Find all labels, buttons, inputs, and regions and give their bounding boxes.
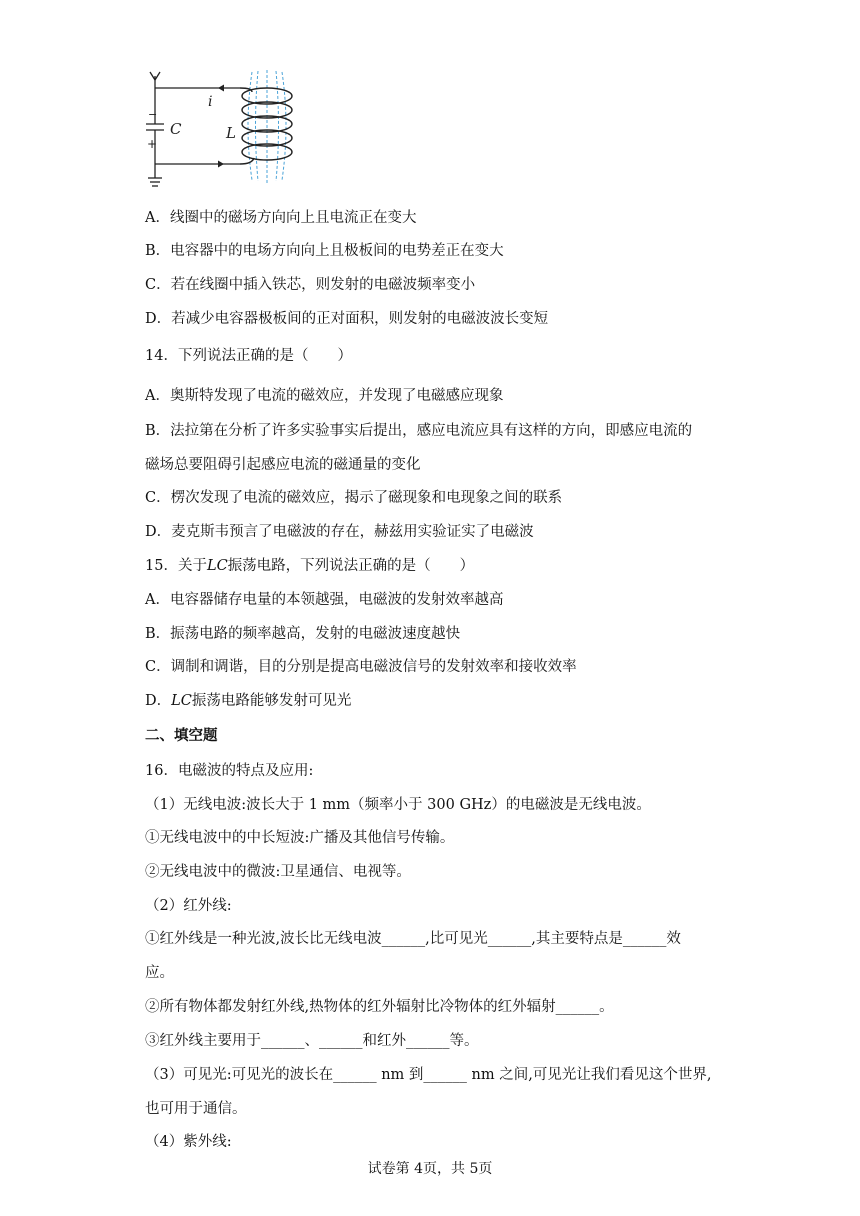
q16-part3-line1: （3）可见光:可见光的波长在______ nm 到______ nm 之间,可见光让我们看见这个世界, — [145, 1067, 712, 1083]
q15-option-a: A．电容器储存电量的本领越强，电磁波的发射效率越高 — [145, 592, 504, 608]
page-footer: 试卷第 4页，共 5页 — [367, 1161, 493, 1177]
q15-stem-lc: LC — [206, 558, 228, 574]
q14-option-d: D．麦克斯韦预言了电磁波的存在，赫兹用实验证实了电磁波 — [145, 524, 534, 540]
q16-stem: 16．电磁波的特点及应用: — [145, 763, 314, 779]
q15-stem — [145, 556, 474, 576]
q15-option-d-lc: LC — [171, 693, 192, 709]
q13-option-b: B．电容器中的电场方向向上且极板间的电势差正在变大 — [145, 243, 504, 259]
q15-option-d — [145, 691, 351, 711]
q13-option-d: D．若减少电容器极板间的正对面积，则发射的电磁波波长变短 — [145, 311, 549, 327]
q13-option-a: A．线圈中的磁场方向向上且电流正在变大 — [145, 210, 417, 226]
q16-part2-item1-line1: ①红外线是一种光波,波长比无线电波______,比可见光______,其主要特点是______效 — [145, 931, 681, 947]
q14-option-a: A．奥斯特发现了电流的磁效应，并发现了电磁感应现象 — [145, 388, 504, 404]
q14-option-b-line2: 磁场总要阻碍引起感应电流的磁通量的变化 — [145, 457, 421, 473]
capacitor-plus-sign: + — [147, 137, 158, 151]
antenna-icon — [150, 72, 160, 88]
q15-stem-suffix: 振荡电路，下列说法正确的是（ ） — [227, 558, 475, 574]
q16-part2-item3: ③红外线主要用于______、______和红外______等。 — [145, 1033, 479, 1049]
ground-icon — [148, 178, 162, 186]
field-lines-icon — [248, 70, 286, 184]
q13-option-c: C．若在线圈中插入铁芯，则发射的电磁波频率变小 — [145, 277, 476, 293]
q14-option-b-line1: B．法拉第在分析了许多实验事实后提出，感应电流应具有这样的方向，即感应电流的 — [145, 423, 693, 439]
q15-option-d-suffix: 振荡电路能够发射可见光 — [191, 693, 352, 709]
q16-part4: （4）紫外线: — [145, 1134, 232, 1150]
inductor-label: L — [226, 124, 236, 142]
q16-part2-item2: ②所有物体都发射红外线,热物体的红外辐射比冷物体的红外辐射______。 — [145, 999, 614, 1015]
lc-circuit-figure — [140, 66, 310, 192]
q16-part1-item2: ②无线电波中的微波:卫星通信、电视等。 — [145, 864, 411, 880]
q15-option-d-prefix: D． — [145, 693, 172, 709]
inductor-coil-icon — [240, 88, 292, 164]
section-heading: 二、填空题 — [145, 727, 218, 744]
q14-stem: 14．下列说法正确的是（ ） — [145, 348, 352, 364]
q16-part1-item1: ①无线电波中的中长短波:广播及其他信号传输。 — [145, 830, 455, 846]
q15-option-b: B．振荡电路的频率越高，发射的电磁波速度越快 — [145, 626, 461, 642]
q16-part2-item1-line2: 应。 — [145, 965, 174, 981]
capacitor-label: C — [170, 120, 182, 138]
q16-part2: （2）红外线: — [145, 898, 232, 914]
current-arrow-icons — [218, 85, 224, 168]
current-label: i — [208, 94, 213, 110]
capacitor-minus-sign: − — [148, 108, 158, 121]
q16-part3-line2: 也可用于通信。 — [145, 1101, 247, 1117]
q14-option-c: C．楞次发现了电流的磁效应，揭示了磁现象和电现象之间的联系 — [145, 490, 563, 506]
q15-stem-prefix: 15．关于 — [145, 558, 207, 574]
q15-option-c: C．调制和调谐，目的分别是提高电磁波信号的发射效率和接收效率 — [145, 659, 577, 675]
q16-part1: （1）无线电波:波长大于 1 mm（频率小于 300 GHz）的电磁波是无线电波。 — [145, 797, 651, 813]
